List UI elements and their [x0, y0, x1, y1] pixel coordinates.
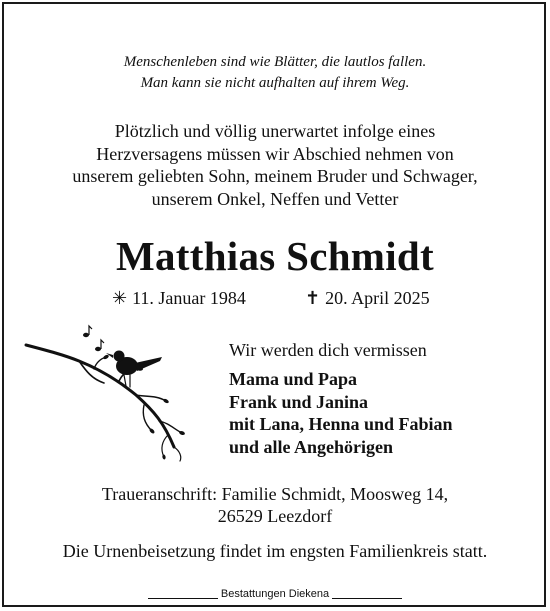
mourners-list [229, 368, 453, 458]
death-date [305, 287, 430, 309]
intro-line-2: Herzversagens müssen wir Abschied nehmen von [96, 143, 454, 164]
quote-line-2: Man kann sie nicht aufhalten auf ihrem Weg. [140, 75, 410, 91]
quote [0, 52, 550, 94]
birth-date [112, 287, 246, 309]
footer [0, 588, 550, 601]
mourner-line: und alle Angehörigen [229, 436, 394, 457]
intro-text [0, 120, 550, 210]
miss-you-line: Wir werden dich vermissen [229, 340, 427, 360]
footer-rule-right [332, 598, 402, 599]
birth-star-icon: ✳ [112, 288, 128, 308]
mourning-address [0, 483, 550, 527]
mourner-line: Frank und Janina [229, 391, 369, 412]
intro-line-1: Plötzlich und völlig unerwartet infolge eines [114, 121, 436, 141]
music-note-icon [83, 326, 104, 351]
bird-on-branch-icon [24, 323, 204, 463]
death-cross-icon: ✝ [305, 288, 321, 308]
address-line-1: Traueranschrift: Familie Schmidt, Moosweg 14, [101, 484, 449, 504]
funeral-home-name: Bestattungen Diekena [220, 588, 330, 600]
mourner-line: mit Lana, Henna und Fabian [229, 414, 453, 434]
address-line-2: 26529 Leezdorf [217, 506, 333, 526]
mourner-line: Mama und Papa [229, 369, 358, 389]
birth-date-text: 11. Januar 1984 [132, 288, 246, 308]
intro-line-3: unserem geliebten Sohn, meinem Bruder und Schwager, [72, 166, 478, 186]
intro-line-4: unserem Onkel, Neffen und Vetter [151, 188, 399, 209]
deceased-name: Matthias Schmidt [115, 233, 434, 279]
footer-rule-left [148, 598, 218, 599]
funeral-note: Die Urnenbeisetzung findet im engsten Familienkreis statt. [62, 541, 488, 561]
death-date-text: 20. April 2025 [325, 288, 430, 308]
quote-line-1: Menschenleben sind wie Blätter, die lautlos fallen. [123, 54, 427, 70]
